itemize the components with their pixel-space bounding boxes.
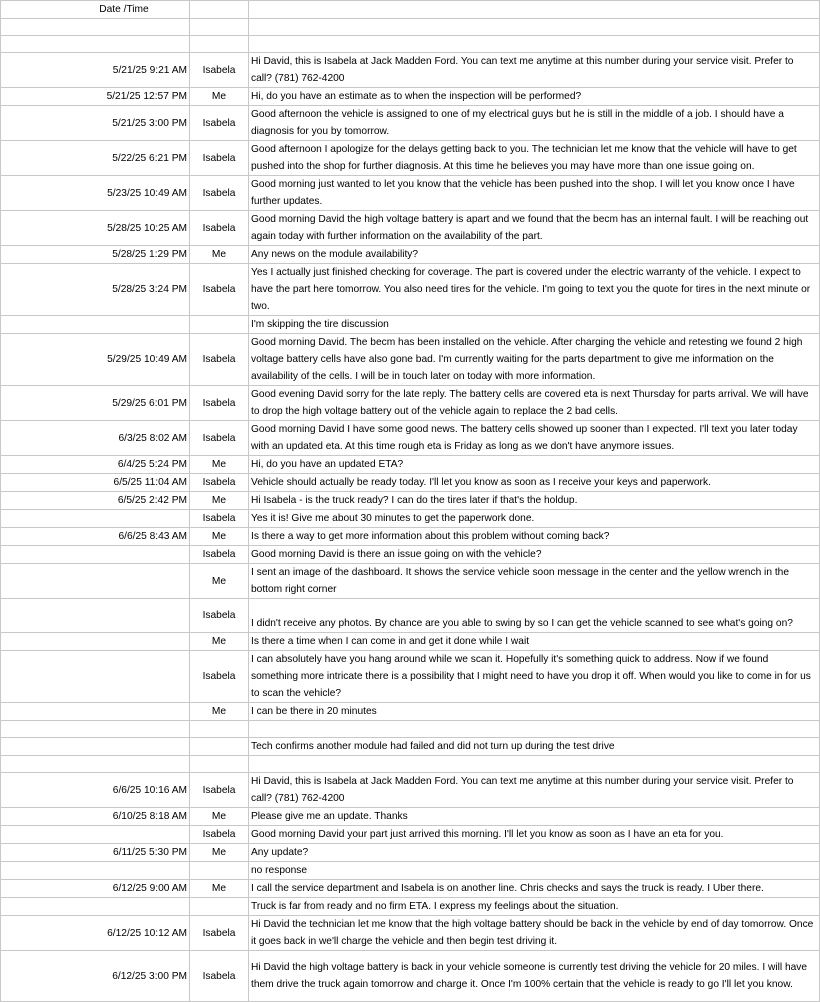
cell-date-time[interactable]: 5/29/25 6:01 PM <box>1 386 190 421</box>
cell-message[interactable]: Yes I actually just finished checking for coverage. The part is covered under the electric warranty of the vehicle. I expect to have the part here tomorrow. You also need tires for the vehicle. I'm going to text you the quote for tires in the next minute or two. <box>249 264 820 316</box>
cell-date-time[interactable] <box>1 651 190 703</box>
cell-sender[interactable] <box>190 898 249 916</box>
cell-sender[interactable]: Isabela <box>190 651 249 703</box>
cell-message[interactable]: I didn't receive any photos. By chance are you able to swing by so I can get the vehicle scanned to see what's going on? <box>249 599 820 633</box>
cell-sender[interactable]: Isabela <box>190 916 249 951</box>
cell-date-time[interactable]: 6/4/25 5:24 PM <box>1 456 190 474</box>
message-row <box>1 951 820 1002</box>
message-row <box>1 826 820 844</box>
header-row <box>1 1 820 19</box>
cell-message[interactable]: Please give me an update. Thanks <box>249 808 820 826</box>
cell-message[interactable]: Hi David the high voltage battery is back in your vehicle someone is currently test driving the vehicle for 20 miles. I will have them drive the truck again tomorrow and charge it. Once I'm 100% certain that the vehicle is ready to go I'll let you know. <box>249 951 820 1002</box>
message-row <box>1 880 820 898</box>
message-row <box>1 756 820 773</box>
cell-date-time[interactable] <box>1 738 190 756</box>
cell-date-time[interactable]: 5/23/25 10:49 AM <box>1 176 190 211</box>
cell-message[interactable]: Hi, do you have an estimate as to when the inspection will be performed? <box>249 88 820 106</box>
cell-sender[interactable] <box>190 316 249 334</box>
cell-date-time[interactable]: 6/5/25 2:42 PM <box>1 492 190 510</box>
cell-message[interactable]: Is there a way to get more information about this problem without coming back? <box>249 528 820 546</box>
cell-message[interactable]: Any update? <box>249 844 820 862</box>
cell-sender[interactable]: Me <box>190 456 249 474</box>
message-row <box>1 773 820 808</box>
cell-message[interactable]: Good morning David is there an issue going on with the vehicle? <box>249 546 820 564</box>
message-row <box>1 264 820 316</box>
cell-sender[interactable]: Isabela <box>190 176 249 211</box>
cell-sender[interactable]: Me <box>190 633 249 651</box>
cell-sender[interactable] <box>190 19 249 36</box>
cell-message[interactable]: Truck is far from ready and no firm ETA. I express my feelings about the situation. <box>249 898 820 916</box>
cell-sender[interactable] <box>190 721 249 738</box>
message-row <box>1 633 820 651</box>
message-row <box>1 510 820 528</box>
message-row <box>1 721 820 738</box>
cell-date-time[interactable]: 6/10/25 8:18 AM <box>1 808 190 826</box>
cell-date-time[interactable] <box>1 703 190 721</box>
message-row <box>1 176 820 211</box>
cell-date-time[interactable]: 6/6/25 8:43 AM <box>1 528 190 546</box>
message-row <box>1 53 820 88</box>
message-row <box>1 546 820 564</box>
message-row <box>1 474 820 492</box>
message-row <box>1 898 820 916</box>
cell-message[interactable]: Good afternoon the vehicle is assigned to one of my electrical guys but he is still in the middle of a job. I should have a diagnosis for you by tomorrow. <box>249 106 820 141</box>
cell-date-time[interactable]: 6/6/25 10:16 AM <box>1 773 190 808</box>
cell-sender[interactable] <box>190 862 249 880</box>
message-row <box>1 88 820 106</box>
cell-message[interactable]: Good morning David your part just arrived this morning. I'll let you know as soon as I have an eta for you. <box>249 826 820 844</box>
cell-message[interactable]: Hi David, this is Isabela at Jack Madden Ford. You can text me anytime at this number during your service visit. Prefer to call? (781) 762-4200 <box>249 53 820 88</box>
cell-message[interactable]: Hi David the technician let me know that the high voltage battery should be back in the vehicle by end of day tomorrow. Once it goes back in we'll charge the vehicle and then begin test driving it. <box>249 916 820 951</box>
cell-sender[interactable]: Isabela <box>190 264 249 316</box>
message-row <box>1 703 820 721</box>
cell-date-time[interactable] <box>1 862 190 880</box>
cell-message[interactable]: I sent an image of the dashboard. It shows the service vehicle soon message in the center and the yellow wrench in the bottom right corner <box>249 564 820 599</box>
cell-message[interactable] <box>249 756 820 773</box>
cell-date-time[interactable] <box>1 756 190 773</box>
cell-date-time[interactable]: 6/11/25 5:30 PM <box>1 844 190 862</box>
cell-sender[interactable]: Me <box>190 492 249 510</box>
cell-date-time[interactable] <box>1 564 190 599</box>
cell-date-time[interactable] <box>1 826 190 844</box>
cell-message[interactable]: Hi Isabela - is the truck ready? I can do the tires later if that's the holdup. <box>249 492 820 510</box>
sheet-body <box>1 1 820 1002</box>
cell-sender[interactable]: Me <box>190 564 249 599</box>
cell-message[interactable]: Good morning David I have some good news. The battery cells showed up sooner than I expected. I'll text you later today with an updated eta. At this time rough eta is Friday as long as we don't have anymore issues. <box>249 421 820 456</box>
cell-message[interactable]: Tech confirms another module had failed and did not turn up during the test drive <box>249 738 820 756</box>
cell-message[interactable]: Any news on the module availability? <box>249 246 820 264</box>
message-row <box>1 456 820 474</box>
message-row <box>1 421 820 456</box>
cell-date-time[interactable] <box>1 510 190 528</box>
message-row <box>1 738 820 756</box>
message-row <box>1 19 820 36</box>
message-row <box>1 141 820 176</box>
cell-date-time[interactable] <box>1 546 190 564</box>
cell-sender[interactable]: Me <box>190 880 249 898</box>
cell-sender[interactable]: Me <box>190 246 249 264</box>
cell-sender[interactable] <box>190 756 249 773</box>
cell-date-time[interactable]: 5/21/25 3:00 PM <box>1 106 190 141</box>
message-row <box>1 492 820 510</box>
header-date-time[interactable]: Date /Time <box>1 1 190 19</box>
cell-sender[interactable]: Isabela <box>190 826 249 844</box>
message-row <box>1 386 820 421</box>
message-row <box>1 651 820 703</box>
cell-date-time[interactable]: 5/21/25 9:21 AM <box>1 53 190 88</box>
message-row <box>1 808 820 826</box>
cell-sender[interactable] <box>190 738 249 756</box>
cell-date-time[interactable]: 5/21/25 12:57 PM <box>1 88 190 106</box>
cell-sender[interactable]: Me <box>190 528 249 546</box>
cell-message[interactable]: Good afternoon I apologize for the delays getting back to you. The technician let me know that the vehicle will have to get pushed into the shop for further diagnosis. At this time he believes you may have more than one issue going on. <box>249 141 820 176</box>
message-row <box>1 844 820 862</box>
message-row <box>1 316 820 334</box>
cell-message[interactable]: Good morning David the high voltage battery is apart and we found that the becm has an internal fault. I will be reaching out again today with further information on the availability of the part. <box>249 211 820 246</box>
cell-date-time[interactable]: 6/5/25 11:04 AM <box>1 474 190 492</box>
message-row <box>1 106 820 141</box>
cell-message[interactable]: I call the service department and Isabela is on another line. Chris checks and says the truck is ready. I Uber there. <box>249 880 820 898</box>
cell-message[interactable]: I can be there in 20 minutes <box>249 703 820 721</box>
cell-sender[interactable]: Isabela <box>190 386 249 421</box>
message-row <box>1 334 820 386</box>
header-message[interactable] <box>249 1 820 19</box>
cell-date-time[interactable]: 5/28/25 1:29 PM <box>1 246 190 264</box>
cell-date-time[interactable] <box>1 36 190 53</box>
cell-message[interactable]: Is there a time when I can come in and get it done while I wait <box>249 633 820 651</box>
cell-sender[interactable]: Isabela <box>190 510 249 528</box>
cell-date-time[interactable] <box>1 19 190 36</box>
message-row <box>1 36 820 53</box>
cell-date-time[interactable] <box>1 633 190 651</box>
cell-date-time[interactable]: 5/28/25 10:25 AM <box>1 211 190 246</box>
cell-date-time[interactable]: 5/29/25 10:49 AM <box>1 334 190 386</box>
cell-message[interactable] <box>249 19 820 36</box>
cell-message[interactable]: Hi, do you have an updated ETA? <box>249 456 820 474</box>
cell-sender[interactable]: Isabela <box>190 141 249 176</box>
cell-message[interactable]: I can absolutely have you hang around while we scan it. Hopefully it's something quick to address. Now if we found something more intricate there is a possibility that I might need to have you drop it off. When would you like to come in for us to scan the vehicle? <box>249 651 820 703</box>
cell-message[interactable]: Good morning just wanted to let you know that the vehicle has been pushed into the shop. I will let you know once I have further updates. <box>249 176 820 211</box>
cell-sender[interactable] <box>190 36 249 53</box>
cell-date-time[interactable]: 6/12/25 10:12 AM <box>1 916 190 951</box>
cell-message[interactable]: Good morning David. The becm has been installed on the vehicle. After charging the vehicle and retesting we found 2 high voltage battery cells have also gone bad. I'm currently waiting for the parts department to give me information on the availability of the cells. I will be in touch later on today with more information. <box>249 334 820 386</box>
cell-sender[interactable]: Isabela <box>190 951 249 1002</box>
message-row <box>1 862 820 880</box>
cell-sender[interactable]: Me <box>190 88 249 106</box>
cell-message[interactable]: Vehicle should actually be ready today. I'll let you know as soon as I receive your keys and paperwork. <box>249 474 820 492</box>
cell-date-time[interactable]: 5/28/25 3:24 PM <box>1 264 190 316</box>
header-sender[interactable] <box>190 1 249 19</box>
message-row <box>1 246 820 264</box>
cell-message[interactable] <box>249 721 820 738</box>
message-row <box>1 211 820 246</box>
cell-message[interactable]: Hi David, this is Isabela at Jack Madden Ford. You can text me anytime at this number during your service visit. Prefer to call? (781) 762-4200 <box>249 773 820 808</box>
cell-message[interactable]: I'm skipping the tire discussion <box>249 316 820 334</box>
cell-sender[interactable]: Isabela <box>190 546 249 564</box>
cell-sender[interactable]: Isabela <box>190 773 249 808</box>
cell-sender[interactable]: Isabela <box>190 474 249 492</box>
cell-message[interactable]: no response <box>249 862 820 880</box>
message-row <box>1 599 820 633</box>
cell-date-time[interactable] <box>1 721 190 738</box>
cell-sender[interactable]: Me <box>190 844 249 862</box>
cell-date-time[interactable]: 6/12/25 9:00 AM <box>1 880 190 898</box>
cell-message[interactable] <box>249 36 820 53</box>
cell-sender[interactable]: Isabela <box>190 211 249 246</box>
cell-date-time[interactable]: 6/3/25 8:02 AM <box>1 421 190 456</box>
cell-date-time[interactable]: 6/12/25 3:00 PM <box>1 951 190 1002</box>
cell-sender[interactable]: Isabela <box>190 421 249 456</box>
message-row <box>1 528 820 546</box>
cell-message[interactable]: Good evening David sorry for the late reply. The battery cells are covered eta is next Thursday for parts arrival. We will have to drop the high voltage battery out of the vehicle again to replace the 2 bad cells. <box>249 386 820 421</box>
cell-sender[interactable]: Isabela <box>190 334 249 386</box>
cell-sender[interactable]: Isabela <box>190 599 249 633</box>
message-row <box>1 564 820 599</box>
cell-sender[interactable]: Me <box>190 808 249 826</box>
cell-date-time[interactable] <box>1 898 190 916</box>
cell-sender[interactable]: Me <box>190 703 249 721</box>
cell-message[interactable]: Yes it is! Give me about 30 minutes to get the paperwork done. <box>249 510 820 528</box>
cell-date-time[interactable]: 5/22/25 6:21 PM <box>1 141 190 176</box>
cell-sender[interactable]: Isabela <box>190 53 249 88</box>
cell-date-time[interactable] <box>1 316 190 334</box>
message-row <box>1 916 820 951</box>
cell-date-time[interactable] <box>1 599 190 633</box>
cell-sender[interactable]: Isabela <box>190 106 249 141</box>
